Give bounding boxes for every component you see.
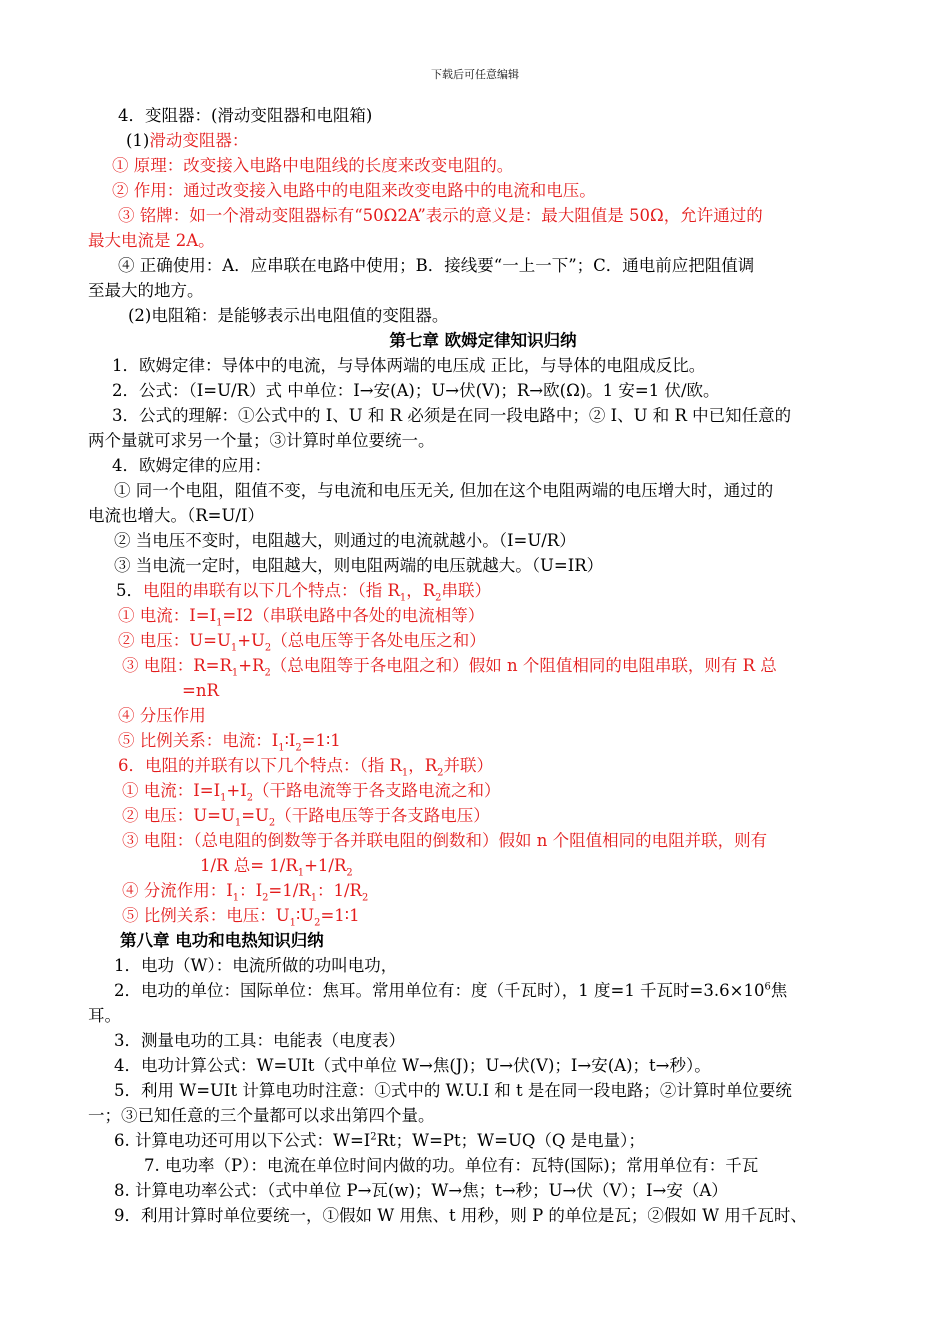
text-line: (2)电阻箱：是能够表示出电阻值的变阻器。 [128, 306, 449, 325]
text-run: ∶I [284, 731, 296, 750]
subscript: 2 [262, 892, 269, 904]
text-run: ，R [406, 581, 436, 600]
text-line: 4．欧姆定律的应用： [112, 456, 271, 475]
text-line: 电流也增大。（R=U/I） [88, 506, 264, 525]
subscript: 2 [246, 792, 254, 804]
text-line: 两个量就可求另一个量；③计算时单位要统一。 [88, 431, 435, 450]
subscript: 1 [289, 917, 296, 929]
text-line [88, 803, 878, 828]
text-run: （总电阻等于各电阻之和）假如 n 个阻值相同的电阻串联，则有 R 总 [270, 656, 777, 675]
text-line [88, 128, 878, 153]
text-line: 1．电功（W）：电流所做的功叫电功， [114, 956, 398, 975]
subscript: 2 [314, 917, 321, 929]
subscript: 1 [310, 892, 317, 904]
text-run: 并联） [443, 756, 493, 775]
text-run: 1/R 总= 1/R [200, 856, 298, 875]
superscript: 6 [764, 981, 771, 993]
subscript: 1 [232, 892, 240, 904]
text-run: ⑤ 比例关系：电流：I [118, 731, 279, 750]
text-run: 5． [116, 581, 143, 600]
text-run: =U [241, 806, 269, 825]
text-line [88, 903, 878, 928]
superscript: 2 [370, 1131, 377, 1143]
text-line: 耳。 [88, 1006, 121, 1025]
text-run: 6．电阻的并联有以下几个特点：（指 R [118, 756, 402, 775]
subscript: 1 [216, 617, 223, 629]
text-line: 7. 电功率（P）：电流在单位时间内做的功。单位有：瓦特(国际)；常用单位有：千瓦 [144, 1156, 759, 1175]
text-run: ① 电流：I=I [122, 781, 221, 800]
text-run: ：1/R [317, 881, 362, 900]
text-line: ④ 分压作用 [118, 706, 206, 725]
text-run: 串联） [441, 581, 491, 600]
text-line: 8. 计算电功率公式：（式中单位 P→瓦(w)；W→焦；t→秒；U→伏（V）；I→安（A） [114, 1181, 728, 1200]
text-line: ③ 电阻：（总电阻的倒数等于各并联电阻的倒数和）假如 n 个阻值相同的电阻并联，则有 [122, 831, 768, 850]
text-line: 1．欧姆定律：导体中的电流，与导体两端的电压成 正比，与导体的电阻成反比。 [112, 356, 706, 375]
text-run: ：I [239, 881, 263, 900]
text-line: 3．测量电功的工具：电能表（电度表） [114, 1031, 405, 1050]
text-run: （干路电压等于各支路电压） [275, 806, 490, 825]
subscript: 1 [278, 742, 285, 754]
text-line: 2．公式：（I=U/R）式 中单位：I→安(A)；U→伏(V)；R→欧(Ω)。1 安=1 伏/欧。 [112, 381, 720, 400]
text-line: ② 当电压不变时，电阻越大，则通过的电流就越小。（I=U/R） [114, 531, 576, 550]
subscript: 2 [268, 817, 276, 829]
text-run: ④ 分流作用：I [122, 881, 233, 900]
text-run: （总电压等于各处电压之和） [271, 631, 486, 650]
chapter-heading: 第七章 欧姆定律知识归纳 [389, 331, 577, 350]
subscript: 1 [297, 867, 305, 879]
text-line [88, 578, 878, 603]
text-line [88, 753, 878, 778]
subscript: 2 [346, 867, 353, 879]
text-run: Rt；W=Pt；W=UQ（Q 是电量）； [376, 1131, 645, 1150]
subscript: 1 [399, 592, 407, 604]
text-run: 滑动变阻器： [149, 131, 249, 150]
text-run: +1/R [304, 856, 347, 875]
text-run: +I [226, 781, 247, 800]
text-line: 4．电功计算公式：W=UIt（式中单位 W→焦(J)；U→伏(V)；I→安(A)；t→秒）。 [114, 1056, 711, 1075]
subscript: 2 [361, 892, 369, 904]
text-run: =1∶1 [301, 731, 341, 750]
text-line [88, 978, 878, 1003]
text-run: ，R [408, 756, 438, 775]
subscript: 2 [264, 642, 272, 654]
text-run: (1) [126, 131, 150, 150]
text-line: ③ 当电流一定时，电阻越大，则电阻两端的电压就越大。（U=IR） [114, 556, 604, 575]
text-run: 2．电功的单位：国际单位：焦耳。常用单位有：度（千瓦时），1 度=1 千瓦时=3.6×10 [114, 981, 765, 1000]
document-body [88, 103, 878, 1228]
text-line [88, 728, 878, 753]
text-line: 9．利用计算时单位要统一，①假如 W 用焦、t 用秒，则 P 的单位是瓦；②假如 W 用千瓦时、 [114, 1206, 807, 1225]
text-line: 5．利用 W=UIt 计算电功时注意：①式中的 W.U.I 和 t 是在同一段电路；②计算时单位要统 [114, 1081, 792, 1100]
text-run: =1/R [268, 881, 311, 900]
subscript: 1 [230, 642, 238, 654]
subscript: 2 [437, 767, 444, 779]
text-line: ② 作用：通过改变接入电路中的电阻来改变电路中的电流和电压。 [112, 181, 596, 200]
text-line [88, 603, 878, 628]
text-run: =1∶1 [320, 906, 360, 925]
text-line: ① 原理：改变接入电路中电阻线的长度来改变电阻的。 [112, 156, 514, 175]
text-line [88, 628, 878, 653]
page-header: 下载后可任意编辑 [431, 68, 519, 81]
subscript: 1 [401, 767, 409, 779]
text-line: =nR [182, 681, 219, 700]
text-line: ③ 铭牌：如一个滑动变阻器标有“50Ω2A”表示的意义是：最大阻值是 50Ω，允许通过的 [118, 206, 763, 225]
text-run: ⑤ 比例关系：电压：U [122, 906, 290, 925]
text-run: 焦 [770, 981, 788, 1000]
text-line: ④ 正确使用：A．应串联在电路中使用；B．接线要“一上一下”；C．通电前应把阻值调 [118, 256, 755, 275]
text-run: ③ 电阻：R=R [122, 656, 232, 675]
subscript: 2 [264, 667, 271, 679]
subscript: 1 [220, 792, 227, 804]
text-line [88, 778, 878, 803]
text-run: +U [237, 631, 265, 650]
text-line: 3．公式的理解：①公式中的 I、U 和 R 必须是在同一段电路中；② I、U 和 R 中已知任意的 [112, 406, 792, 425]
text-run: 6. 计算电功还可用以下公式：W=I [114, 1131, 371, 1150]
text-run: 电阻的串联有以下几个特点：（指 R [143, 581, 400, 600]
text-run: ∶U [295, 906, 315, 925]
text-run: ② 电压：U=U [122, 806, 235, 825]
text-run: +R [238, 656, 265, 675]
subscript: 1 [234, 817, 242, 829]
text-run: ① 电流：I=I [118, 606, 217, 625]
text-line [88, 853, 878, 878]
text-line [88, 1128, 878, 1153]
text-line: ① 同一个电阻，阻值不变，与电流和电压无关, 但加在这个电阻两端的电压增大时，通过的 [114, 481, 774, 500]
text-run: （干路电流等于各支路电流之和） [253, 781, 501, 800]
text-line: 一；③已知任意的三个量都可以求出第四个量。 [88, 1106, 435, 1125]
text-line [88, 878, 878, 903]
subscript: 2 [435, 592, 442, 604]
subscript: 2 [295, 742, 302, 754]
text-line: 4．变阻器：(滑动变阻器和电阻箱) [118, 106, 373, 125]
subscript: 1 [231, 667, 239, 679]
text-run: =I2（串联电路中各处的电流相等） [222, 606, 485, 625]
text-run: ② 电压：U=U [118, 631, 231, 650]
text-line: 最大电流是 2A。 [88, 231, 215, 250]
text-line: 至最大的地方。 [88, 281, 204, 300]
chapter-heading: 第八章 电功和电热知识归纳 [120, 931, 324, 950]
text-line [88, 653, 878, 678]
